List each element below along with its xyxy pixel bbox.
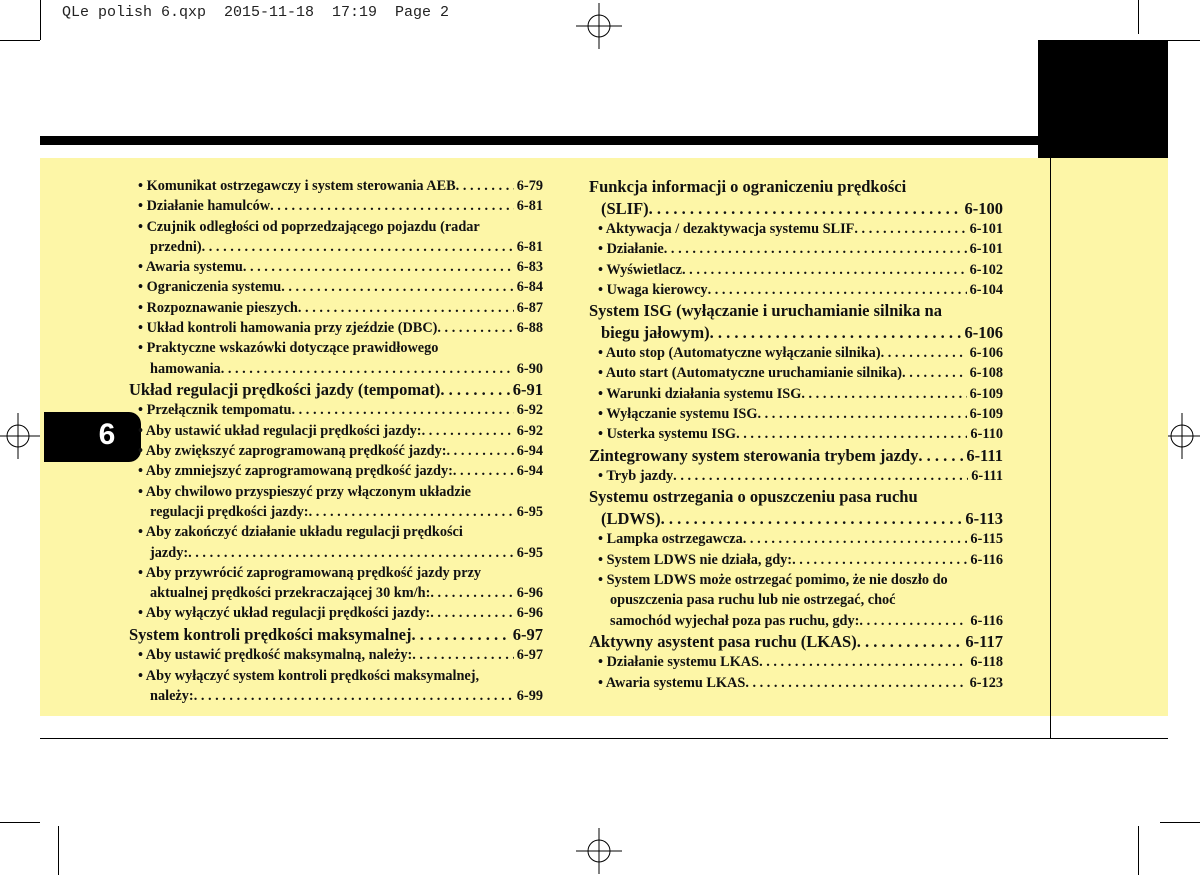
toc-leader-dots	[673, 466, 968, 486]
toc-entry-text: • Awaria systemu	[138, 259, 243, 276]
toc-page-number: 6-100	[964, 198, 1003, 218]
toc-left-column	[129, 176, 543, 706]
toc-entry-text: • Warunki działania systemu ISG	[598, 385, 802, 402]
toc-page-number: 6-106	[964, 322, 1003, 342]
toc-entry-text: (SLIF)	[601, 198, 649, 218]
toc-entry-text: regulacji prędkości jazdy:	[150, 503, 309, 520]
toc-entry-text: Systemu ostrzegania o opuszczeniu pasa ruchu	[589, 487, 918, 507]
toc-page-number: 6-106	[969, 345, 1003, 362]
toc-entry-text: aktualnej prędkości przekraczającej 30 km/h:	[150, 585, 431, 602]
toc-page-number: 6-101	[969, 221, 1003, 237]
toc-leader-dots	[759, 652, 967, 672]
toc-entry	[129, 603, 543, 623]
toc-leader-dots	[440, 379, 509, 401]
toc-entry-text: hamowania	[150, 360, 221, 377]
toc-page-number: 6-96	[516, 585, 543, 602]
toc-leader-dots	[649, 198, 962, 220]
toc-entry	[129, 645, 543, 665]
toc-leader-dots	[202, 237, 514, 257]
toc-entry-text: • Aktywacja / dezaktywacja systemu SLIF	[598, 221, 855, 237]
toc-entry-text: • Komunikat ostrzegawczy i system sterowania AEB	[138, 178, 456, 194]
toc-entry-text: • Auto start (Automatyczne uruchamianie silnika)	[598, 365, 903, 382]
toc-entry	[589, 384, 1003, 404]
toc-entry	[129, 583, 543, 603]
toc-entry-text: • Czujnik odległości od poprzedzającego pojazdu (radar	[138, 218, 480, 235]
registration-mark-left	[0, 413, 40, 459]
toc-page-number: 6-123	[969, 674, 1003, 691]
toc-page-number: 6-81	[516, 198, 543, 215]
toc-leader-dots	[437, 318, 513, 338]
toc-entry-text: • Aby zwiększyć zaprogramowaną prędkość jazdy:	[138, 443, 447, 460]
toc-leader-dots	[292, 400, 514, 420]
toc-leader-dots	[801, 384, 966, 404]
toc-leader-dots	[745, 673, 966, 693]
toc-entry	[129, 237, 543, 257]
bottom-rule	[40, 738, 1168, 739]
toc-page-number: 6-95	[516, 544, 543, 561]
file-info-header: QLe polish 6.qxp 2015-11-18 17:19 Page 2	[62, 4, 450, 21]
toc-leader-dots	[859, 611, 967, 631]
toc-page-number: 6-94	[516, 463, 543, 480]
toc-leader-dots	[710, 322, 962, 344]
toc-entry-text: • Układ kontroli hamowania przy zjeździe (DBC)	[138, 320, 438, 337]
toc-page-number: 6-104	[969, 281, 1003, 298]
toc-leader-dots	[881, 343, 967, 363]
toc-entry-text: Układ regulacji prędkości jazdy (tempomat)	[129, 379, 441, 399]
toc-entry	[129, 482, 543, 502]
toc-entry-text: • System LDWS nie działa, gdy:	[598, 551, 793, 568]
toc-heading	[589, 322, 1003, 344]
toc-heading	[589, 486, 1003, 508]
toc-entry	[129, 502, 543, 522]
toc-entry	[129, 176, 543, 196]
toc-entry-text: • Aby ustawić układ regulacji prędkości jazdy:	[138, 422, 422, 439]
toc-entry	[589, 219, 1003, 239]
toc-entry	[129, 196, 543, 216]
toc-page-number: 6-108	[969, 365, 1003, 382]
toc-page-number: 6-111	[971, 468, 1003, 485]
toc-page-number: 6-110	[970, 426, 1003, 443]
toc-entry-text: samochód wyjechał poza pas ruchu, gdy:	[610, 612, 860, 629]
toc-entry-text: System kontroli prędkości maksymalnej	[129, 624, 412, 644]
toc-entry	[589, 590, 1003, 610]
toc-entry	[589, 466, 1003, 486]
trim-line-bottom-right	[1160, 822, 1200, 823]
trim-line-bottom-left	[0, 822, 40, 823]
trim-line-top-right	[1168, 40, 1200, 41]
toc-heading	[589, 176, 1003, 198]
toc-entry	[589, 280, 1003, 300]
toc-entry	[129, 277, 543, 297]
toc-page-number: 6-83	[516, 259, 543, 276]
corner-block	[1038, 40, 1168, 158]
toc-leader-dots	[430, 583, 513, 603]
toc-leader-dots	[188, 543, 514, 563]
toc-entry	[129, 563, 543, 583]
toc-entry-text: • System LDWS może ostrzegać pomimo, że nie doszło do	[598, 572, 948, 589]
toc-leader-dots	[708, 280, 967, 300]
toc-leader-dots	[412, 645, 514, 665]
toc-leader-dots	[854, 219, 966, 239]
toc-page-number: 6-97	[512, 624, 543, 644]
toc-page-number: 6-92	[516, 402, 543, 419]
toc-leader-dots	[412, 624, 510, 646]
toc-entry	[589, 611, 1003, 631]
toc-leader-dots	[902, 363, 967, 383]
toc-entry	[129, 257, 543, 277]
toc-leader-dots	[743, 529, 968, 549]
toc-entry	[589, 239, 1003, 259]
toc-page-number: 6-102	[969, 261, 1003, 278]
toc-entry-text: • Aby ustawić prędkość maksymalną, należy:	[138, 647, 413, 664]
toc-leader-dots	[194, 686, 514, 706]
toc-page-number: 6-116	[970, 612, 1003, 629]
toc-leader-dots	[682, 260, 967, 280]
toc-entry-text: biegu jałowym)	[601, 322, 710, 342]
toc-page-number: 6-116	[970, 551, 1003, 568]
toc-entry-text: • Działanie hamulców	[138, 198, 271, 215]
toc-entry	[589, 529, 1003, 549]
toc-entry	[589, 260, 1003, 280]
toc-heading	[589, 300, 1003, 322]
toc-entry-text: System ISG (wyłączanie i uruchamianie silnika na	[589, 301, 942, 321]
toc-page-number: 6-99	[516, 687, 543, 704]
toc-entry	[129, 461, 543, 481]
toc-entry-text: Funkcja informacji o ograniczeniu prędkości	[589, 177, 907, 196]
toc-page-number: 6-79	[516, 178, 543, 194]
right-margin-line	[1050, 158, 1051, 738]
toc-entry	[589, 363, 1003, 383]
toc-page-number: 6-81	[516, 238, 543, 255]
toc-page-number: 6-96	[516, 605, 543, 622]
toc-entry-text: należy:	[150, 687, 194, 704]
toc-entry-text: (LDWS)	[601, 508, 661, 528]
toc-entry-text: • Ograniczenia systemu	[138, 279, 282, 296]
trim-line-top-right-v	[1138, 0, 1139, 34]
toc-leader-dots	[664, 239, 967, 259]
registration-mark-bottom	[576, 828, 622, 874]
toc-leader-dots	[221, 359, 514, 379]
toc-leader-dots	[281, 277, 514, 297]
toc-entry-text: jazdy:	[150, 544, 189, 561]
toc-entry-text: • Wyświetlacz	[598, 261, 683, 278]
toc-leader-dots	[453, 461, 514, 481]
toc-entry	[129, 217, 543, 237]
toc-leader-dots	[456, 176, 514, 196]
registration-mark-top	[576, 3, 622, 49]
toc-entry-text: • Uwaga kierowcy	[598, 281, 708, 298]
toc-leader-dots	[422, 421, 514, 441]
toc-entry-text: • Auto stop (Automatyczne wyłączanie silnika)	[598, 345, 881, 362]
toc-entry-text: • Aby przywrócić zaprogramowaną prędkość jazdy przy	[138, 564, 482, 581]
toc-page-number: 6-95	[516, 503, 543, 520]
toc-heading	[589, 631, 1003, 653]
toc-entry-text: opuszczenia pasa ruchu lub nie ostrzegać, choć	[610, 592, 896, 609]
chapter-tab	[44, 412, 141, 462]
toc-entry-text: • Aby zakończyć działanie układu regulacji prędkości	[138, 524, 463, 541]
toc-entry	[129, 666, 543, 686]
toc-leader-dots	[758, 404, 967, 424]
trim-line-top-left-v	[40, 0, 41, 40]
toc-entry-text: • Praktyczne wskazówki dotyczące prawidłowego	[138, 340, 439, 357]
toc-page-number: 6-109	[969, 385, 1003, 402]
toc-page-number: 6-118	[970, 654, 1003, 671]
toc-entry	[589, 652, 1003, 672]
trim-line-bottom-left-v	[58, 826, 59, 875]
toc-entry-text: • Aby wyłączyć system kontroli prędkości maksymalnej,	[138, 667, 480, 684]
toc-entry	[129, 400, 543, 420]
toc-entry-text: • Tryb jazdy	[598, 468, 674, 485]
trim-line-top-left	[0, 40, 40, 41]
toc-page-number: 6-115	[970, 531, 1003, 548]
toc-entry	[589, 343, 1003, 363]
toc-entry	[589, 673, 1003, 693]
toc-heading	[129, 379, 543, 401]
toc-entry-text: przedni)	[150, 238, 202, 255]
toc-page-number: 6-92	[516, 422, 543, 439]
toc-leader-dots	[661, 508, 963, 530]
toc-entry	[589, 424, 1003, 444]
toc-page-number: 6-87	[516, 299, 543, 316]
toc-entry	[129, 522, 543, 542]
toc-page-number: 6-90	[516, 360, 543, 377]
toc-heading	[589, 198, 1003, 220]
toc-entry-text: • Przełącznik tempomatu	[138, 402, 292, 419]
toc-right-column	[589, 176, 1003, 693]
toc-entry-text: • Aby wyłączyć układ regulacji prędkości jazdy:	[138, 605, 431, 622]
toc-page-number: 6-91	[512, 379, 543, 399]
trim-line-bottom-right-v	[1138, 826, 1139, 875]
toc-page-number: 6-101	[969, 241, 1003, 258]
toc-entry	[589, 550, 1003, 570]
toc-leader-dots	[298, 298, 514, 318]
toc-leader-dots	[309, 502, 514, 522]
toc-entry-text: • Wyłączanie systemu ISG	[598, 406, 758, 423]
toc-heading	[129, 624, 543, 646]
toc-page-number: 6-117	[965, 631, 1003, 651]
toc-entry-text: • Awaria systemu LKAS	[598, 674, 746, 691]
header-bar	[40, 136, 1040, 145]
chapter-number: 6	[98, 418, 116, 451]
toc-entry	[129, 338, 543, 358]
toc-entry-text: Zintegrowany system sterowania trybem jazdy	[589, 445, 919, 465]
toc-entry	[129, 686, 543, 706]
toc-heading	[589, 445, 1003, 467]
toc-leader-dots	[918, 445, 963, 467]
toc-entry-text: Aktywny asystent pasa ruchu (LKAS)	[589, 631, 857, 651]
toc-entry	[129, 421, 543, 441]
toc-leader-dots	[270, 196, 514, 216]
toc-page-number: 6-94	[516, 443, 543, 460]
toc-page-number: 6-97	[516, 647, 543, 664]
toc-entry	[129, 318, 543, 338]
toc-entry	[589, 404, 1003, 424]
toc-entry	[129, 441, 543, 461]
toc-page-number: 6-111	[966, 445, 1003, 465]
toc-entry-text: • Aby chwilowo przyspieszyć przy włączonym układzie	[138, 483, 472, 500]
toc-entry	[129, 298, 543, 318]
toc-entry-text: • Rozpoznawanie pieszych	[138, 299, 298, 316]
toc-leader-dots	[857, 631, 963, 653]
toc-entry-text: • Działanie systemu LKAS	[598, 654, 760, 671]
toc-entry-text: • Usterka systemu ISG	[598, 426, 737, 443]
toc-entry-text: • Aby zmniejszyć zaprogramowaną prędkość jazdy:	[138, 463, 453, 480]
toc-heading	[589, 508, 1003, 530]
toc-entry	[589, 570, 1003, 590]
toc-page-number: 6-109	[969, 406, 1003, 423]
toc-page-number: 6-113	[965, 508, 1003, 528]
toc-entry	[129, 543, 543, 563]
toc-leader-dots	[792, 550, 967, 570]
toc-leader-dots	[430, 603, 514, 623]
toc-leader-dots	[243, 257, 514, 277]
toc-entry-text: • Lampka ostrzegawcza	[598, 531, 743, 548]
toc-leader-dots	[736, 424, 967, 444]
toc-entry	[129, 359, 543, 379]
toc-leader-dots	[447, 441, 514, 461]
toc-entry-text: • Działanie	[598, 241, 664, 258]
toc-page-number: 6-88	[516, 320, 543, 337]
toc-page-number: 6-84	[516, 279, 543, 296]
